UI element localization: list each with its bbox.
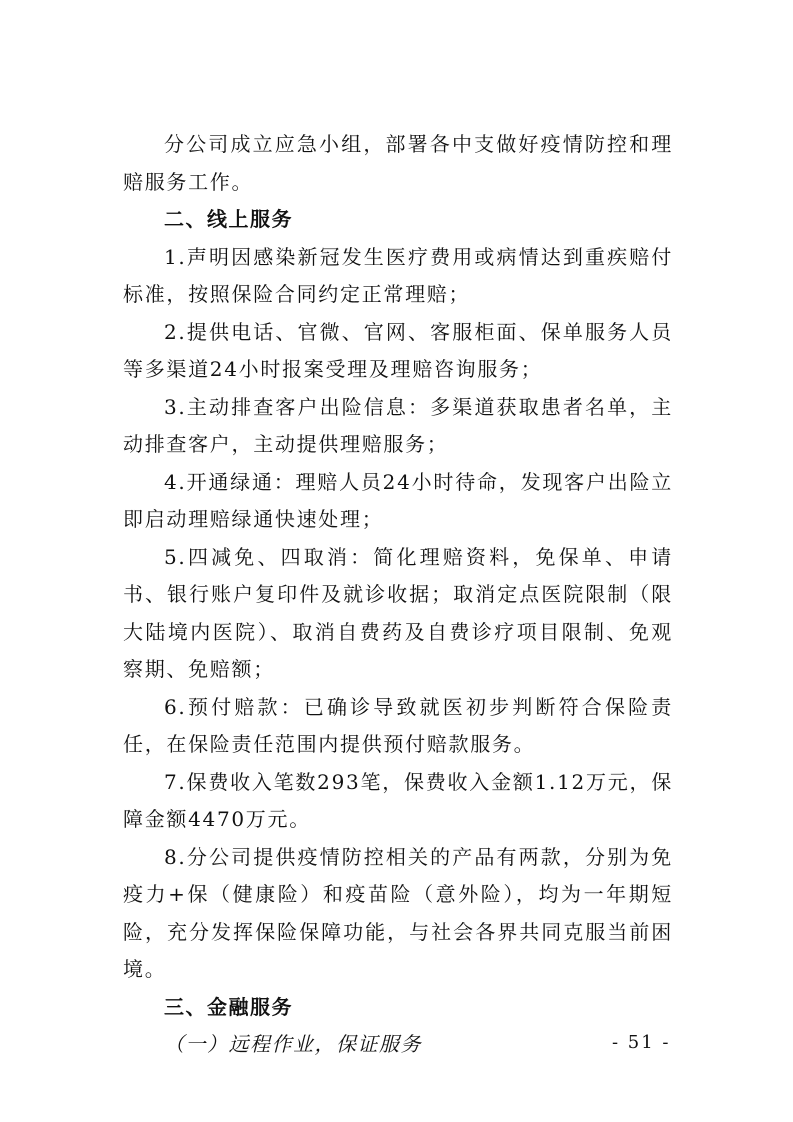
paragraph-item-6: 6.预付赔款：已确诊导致就医初步判断符合保险责任，在保险责任范围内提供预付赔款服务。 <box>123 694 673 756</box>
paragraph-item-4: 4.开通绿通：理赔人员24小时待命，发现客户出险立即启动理赔绿通快速处理； <box>123 469 673 531</box>
paragraph-item-5: 5.四减免、四取消：简化理赔资料，免保单、申请书、银行账户复印件及就诊收据；取消定点医院限制（限大陆境内医院）、取消自费药及自费诊疗项目限制、免观察期、免赔额； <box>123 544 673 681</box>
paragraph-item-8: 8.分公司提供疫情防控相关的产品有两款，分别为免疫力+保（健康险）和疫苗险（意外险），均为一年期短险，充分发挥保险保障功能，与社会各界共同克服当前困境。 <box>123 844 673 981</box>
section-heading-financial-services: 三、金融服务 <box>164 994 293 1019</box>
paragraph-item-1: 1.声明因感染新冠发生医疗费用或病情达到重疾赔付标准，按照保险合同约定正常理赔； <box>123 244 673 306</box>
paragraph-item-7: 7.保费收入笔数293笔，保费收入金额1.12万元，保障金额4470万元。 <box>123 769 673 831</box>
paragraph-intro: 分公司成立应急小组，部署各中支做好疫情防控和理赔服务工作。 <box>123 132 673 194</box>
section-heading-online-services: 二、线上服务 <box>164 207 293 231</box>
document-body <box>123 126 673 1064</box>
paragraph-item-3: 3.主动排查客户出险信息：多渠道获取患者名单，主动排查客户，主动提供理赔服务； <box>123 394 673 456</box>
page-number: - 51 - <box>612 1032 671 1053</box>
paragraph-item-2: 2.提供电话、官微、官网、客服柜面、保单服务人员等多渠道24小时报案受理及理赔咨询服务； <box>123 319 673 381</box>
subsection-heading-remote-work: （一）远程作业，保证服务 <box>164 1032 422 1056</box>
